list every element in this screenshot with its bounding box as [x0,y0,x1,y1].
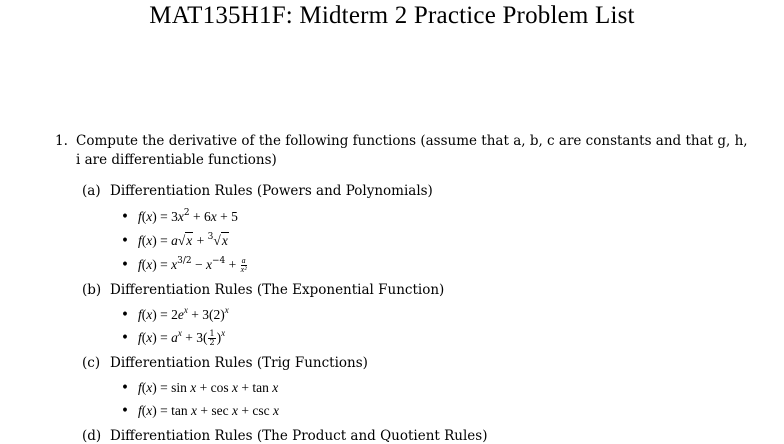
formula-a1: • $f(x) = 3x^2 + 6x + 5$ [121,208,238,225]
part-title: Differentiation Rules (The Exponential Function) [110,282,445,298]
problem-text: Compute the derivative of the following functions (assume that a, b, c are constants and that g, h, i are differentiable functions) [76,133,748,168]
page-title: MAT135H1F: Midterm 2 Practice Problem List [149,2,635,29]
part-c-heading [82,355,368,371]
part-title: Differentiation Rules (The Product and Quotient Rules) [110,428,488,444]
bullet-icon: • [121,330,129,346]
bullet-icon: • [121,307,129,323]
bullet-icon: • [121,380,129,396]
formula-a3: • $f(x) = x^{3/2} - x^{-4}$ + $\frac{a}{\text{x²}}$ [121,256,247,274]
part-label: (b) [82,282,102,298]
part-d-heading [82,428,488,444]
formula-c2: • f(x) = tan x + sec x + csc x [121,403,279,419]
part-a-heading [82,183,433,199]
formula-b2: • $f(x) = a^x + 3$( $\frac{1}{2}$ )$^x$ [121,328,226,347]
bullet-icon: • [121,209,129,225]
formula-a2: • f(x) = a√x + $^3$√x [121,232,228,249]
formula-b1: • $f(x) = 2e^x + 3(2)^x$ [121,305,229,323]
part-label: (d) [82,428,102,444]
formula-c1: • f(x) = sin x + cos x + tan x [121,380,279,396]
problem-number: 1. [55,133,68,149]
part-b-heading [82,282,444,298]
part-title: Differentiation Rules (Powers and Polynomials) [110,183,433,199]
part-title: Differentiation Rules (Trig Functions) [110,355,368,371]
bullet-icon: • [121,403,129,419]
problem-1 [55,132,756,170]
bullet-icon: • [121,257,129,273]
part-label: (a) [82,183,101,199]
bullet-icon: • [121,233,129,249]
part-label: (c) [82,355,101,371]
